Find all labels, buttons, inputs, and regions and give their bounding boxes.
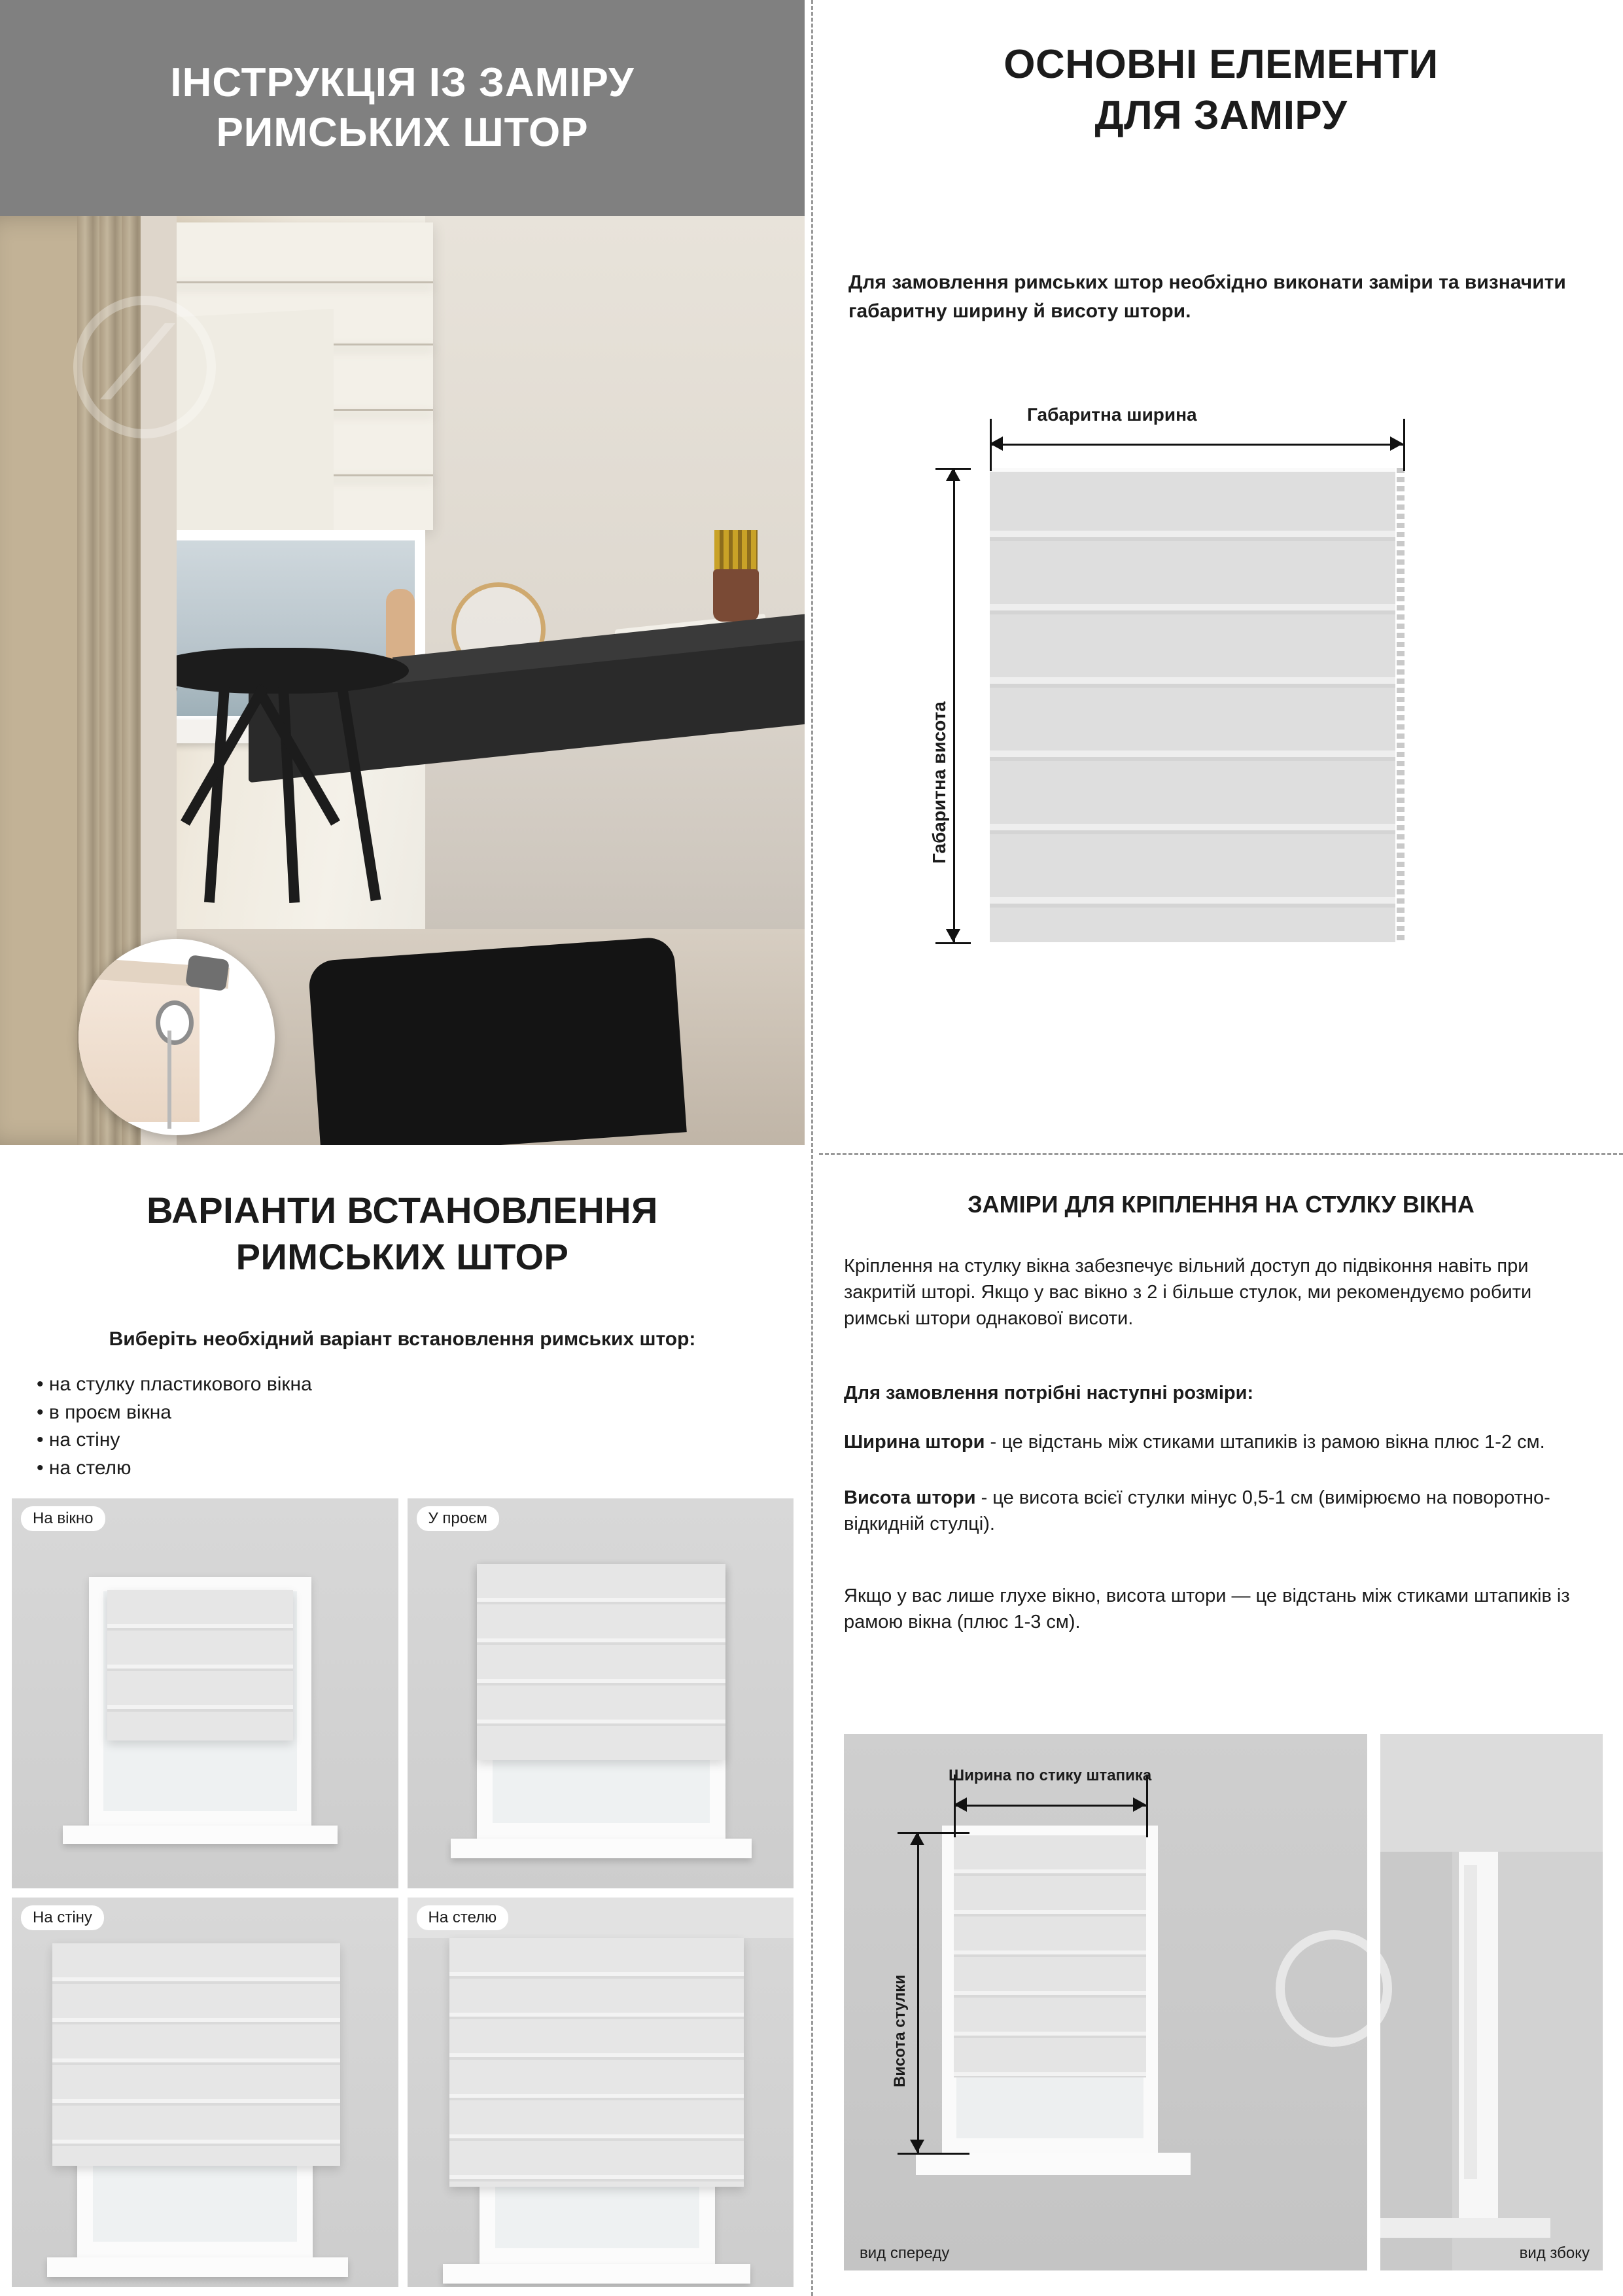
front-roman-blind [954,1835,1146,2077]
variant-tag: На вікно [21,1506,105,1531]
side-lintel [1380,1734,1603,1852]
installation-subtitle: Виберіть необхідний варіант встановлення римських штор: [109,1328,696,1350]
photo-chair [141,648,422,962]
vertical-divider [811,0,813,2296]
variant-in-opening [408,1498,794,1888]
side-roman-blind [1464,1865,1477,2179]
label-overall-width: Габаритна ширина [1027,404,1197,425]
variant-tag: На стелю [417,1905,509,1930]
variant-tag: На стіну [21,1905,104,1930]
sash-height-label: Висота штори [844,1487,976,1508]
variant-on-wall [12,1898,398,2287]
variant-tag: У проєм [417,1506,499,1531]
sash-measurement-title: ЗАМІРИ ДЛЯ КРІПЛЕННЯ НА СТУЛКУ ВІКНА [968,1191,1475,1218]
horizontal-divider [819,1153,1623,1155]
instruction-header-banner [0,0,805,216]
variant-on-ceiling [408,1898,794,2287]
front-view [844,1734,1367,2270]
side-window-sill [1380,2218,1550,2238]
label-stop-bead-width: Ширина по стику штапика [949,1767,1152,1784]
sash-paragraph-1: Кріплення на стулку вікна забезпечує вільний доступ до підвіконня навіть при закритій шторі. Якщо у вас вікно з 2 і більше стулок, ми рекомендуємо робити римські штори однакової висоти. [844,1256,1532,1330]
side-view [1380,1734,1603,2270]
installation-option: • на стелю [37,1455,495,1483]
photo-cup [713,569,759,622]
cord-ring-icon [156,1000,194,1045]
installation-option: • на стулку пластикового вікна [37,1371,495,1399]
instruction-header-line2: РИМСЬКИХ ШТОР [216,110,589,155]
cord-line-icon [167,1031,171,1129]
basic-elements-title-line1: ОСНОВНІ ЕЛЕМЕНТИ [1003,42,1439,87]
sash-width-definition [844,1429,1593,1455]
label-sash-height: Висота стулки [891,1974,909,2087]
overall-dimensions-diagram [916,393,1472,975]
section-instruction-photo [0,0,805,1145]
diagram-control-chain [1397,468,1405,942]
basic-elements-title-line2: ДЛЯ ЗАМІРУ [1094,92,1348,138]
caption-front-view: вид спереду [860,2244,950,2262]
installation-option: • в проєм вікна [37,1399,495,1427]
installation-title-line2: РИМСЬКИХ ШТОР [236,1235,569,1277]
basic-elements-intro: Для замовлення римських штор необхідно виконати заміри та визначити габаритну ширину й висоту штори. [848,272,1566,322]
caption-side-view: вид збоку [1519,2244,1590,2262]
basic-elements-title [819,39,1623,141]
diagram-blind [990,468,1395,942]
mounting-detail-callout [79,939,275,1135]
installation-title-line1: ВАРІАНТИ ВСТАНОВЛЕННЯ [147,1190,658,1231]
instruction-header-line1: ІНСТРУКЦІЯ ІЗ ЗАМІРУ [170,60,635,106]
installation-variants-grid [12,1498,794,2287]
sash-width-label: Ширина штори [844,1432,985,1453]
watermark-letter: ⟋ [103,308,173,417]
photo-chair-back [307,936,687,1145]
installation-title [0,1188,805,1280]
sash-height-definition [844,1485,1593,1537]
installation-options-list [37,1371,495,1482]
instruction-header-title [170,58,634,157]
sash-width-text: - це відстань між стиками штапиків із рамою вікна плюс 1-2 см. [985,1432,1545,1453]
installation-option: • на стіну [37,1426,495,1455]
sash-paragraph-3: Якщо у вас лише глухе вікно, висота штори — це відстань між стиками штапиків із рамою вікна (плюс 1-3 см). [844,1585,1570,1633]
label-overall-height: Габаритна висота [929,701,949,864]
photo-pencils [714,530,758,572]
sash-measurement-diagram [844,1734,1603,2270]
sash-required-sizes-heading: Для замовлення потрібні наступні розміри: [844,1383,1254,1404]
bracket-clip-icon [185,955,230,991]
front-window-sill [916,2153,1191,2175]
variant-on-sash [12,1498,398,1888]
interior-photo [0,216,805,1145]
sash-height-text: - це висота всієї стулки мінус 0,5-1 см (вимірюємо на поворотно-відкидній стулці). [844,1487,1550,1535]
